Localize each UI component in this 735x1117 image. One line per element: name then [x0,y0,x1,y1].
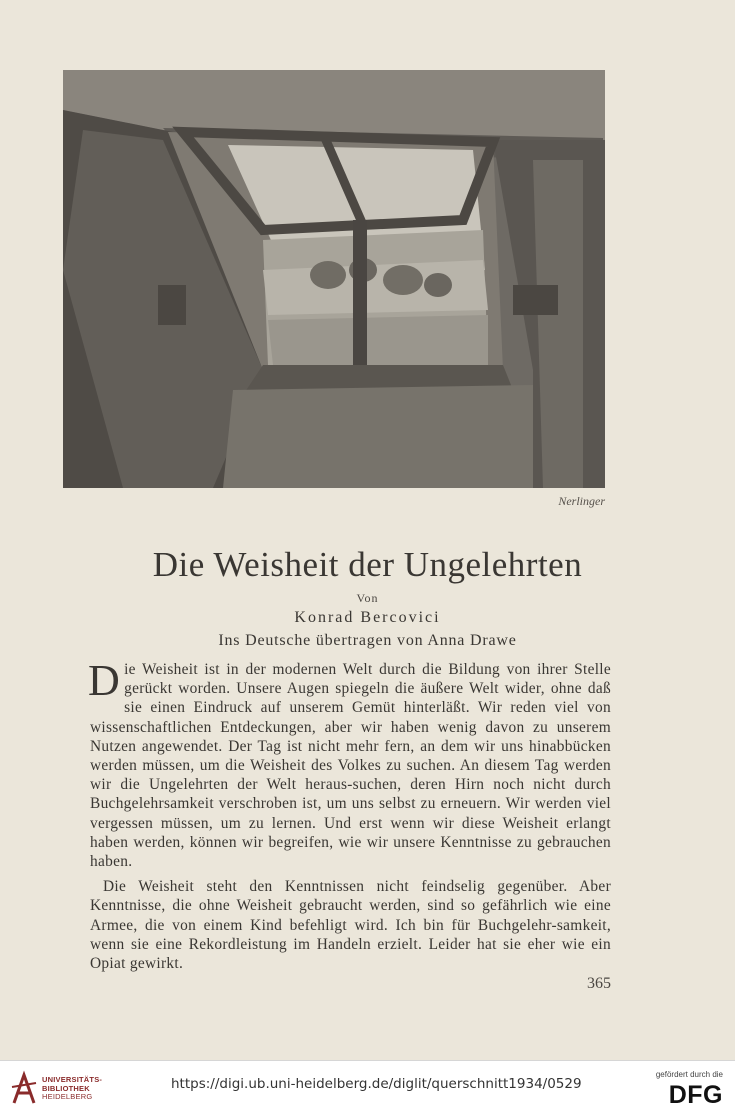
article-title: Die Weisheit der Ungelehrten [152,545,583,584]
dfg-logo: DFG [668,1081,723,1109]
translator-line: Ins Deutsche übertragen von Anna Drawe [218,632,517,649]
attic-window-illustration [63,70,605,488]
sponsor-label: gefördert durch die [655,1070,723,1079]
paragraph-1 [88,656,611,871]
library-line-2: BIBLIOTHEK [42,1083,90,1093]
illustration-credit: Nerlinger [558,494,605,508]
library-line-1: UNIVERSITÄTS- [42,1075,103,1084]
library-line-3: HEIDELBERG [42,1092,93,1101]
library-name [42,1076,102,1102]
article-body [88,656,611,973]
university-library-logo-icon [10,1069,38,1109]
permalink-url[interactable]: https://digi.ub.uni-heidelberg.de/diglit/querschnitt1934/0529 [171,1076,582,1092]
author-name: Konrad Bercovici [294,609,441,626]
byline-von: Von [356,591,379,605]
page-number: 365 [587,975,611,992]
paragraph-1-text: ie Weisheit ist in der modernen Welt durch die Bildung von ihrer Stelle gerückt worden. Unsere Augen spiegeln die äußere Welt wider, ohne daß sie einen Eindruck auf unserem Gemüt hinterläßt. Wir reden viel von wissenschaftlichen Entdeckungen, aber wir haben wenig davon zu unserem Nutzen angewendet. Der Tag ist nicht mehr fern, an dem wir uns hinabbücken werden müssen, um die Weisheit des Volkes zu suchen. An diesem Tag werden wir die Ungelehrten der Welt heraus-suchen, deren Hirn noch nicht durch Buchgelehrsamkeit verschroben ist, um uns selbst zu erneuern. Wir werden viel vergessen müssen, um zu lernen. Und erst wenn wir diese Weisheit erlangt haben werden, können wir begreifen, wie wir unsere Kenntnisse zu gebrauchen haben. [90,661,611,871]
drop-cap: D [88,656,121,705]
viewer-footer [0,1060,735,1117]
paragraph-2: Die Weisheit steht den Kenntnissen nicht feindselig gegenüber. Aber Kenntnisse, die ohne Weisheit gebraucht werden, sind so gefährlich wie eine Armee, die von einem Kind befehligt wird. Ich bin für Buchgelehr-samkeit, wenn sie eine Rekordleistung im Handeln erzielt. Leider hat sie eher wie ein Opiat gewirkt. [90,878,611,973]
